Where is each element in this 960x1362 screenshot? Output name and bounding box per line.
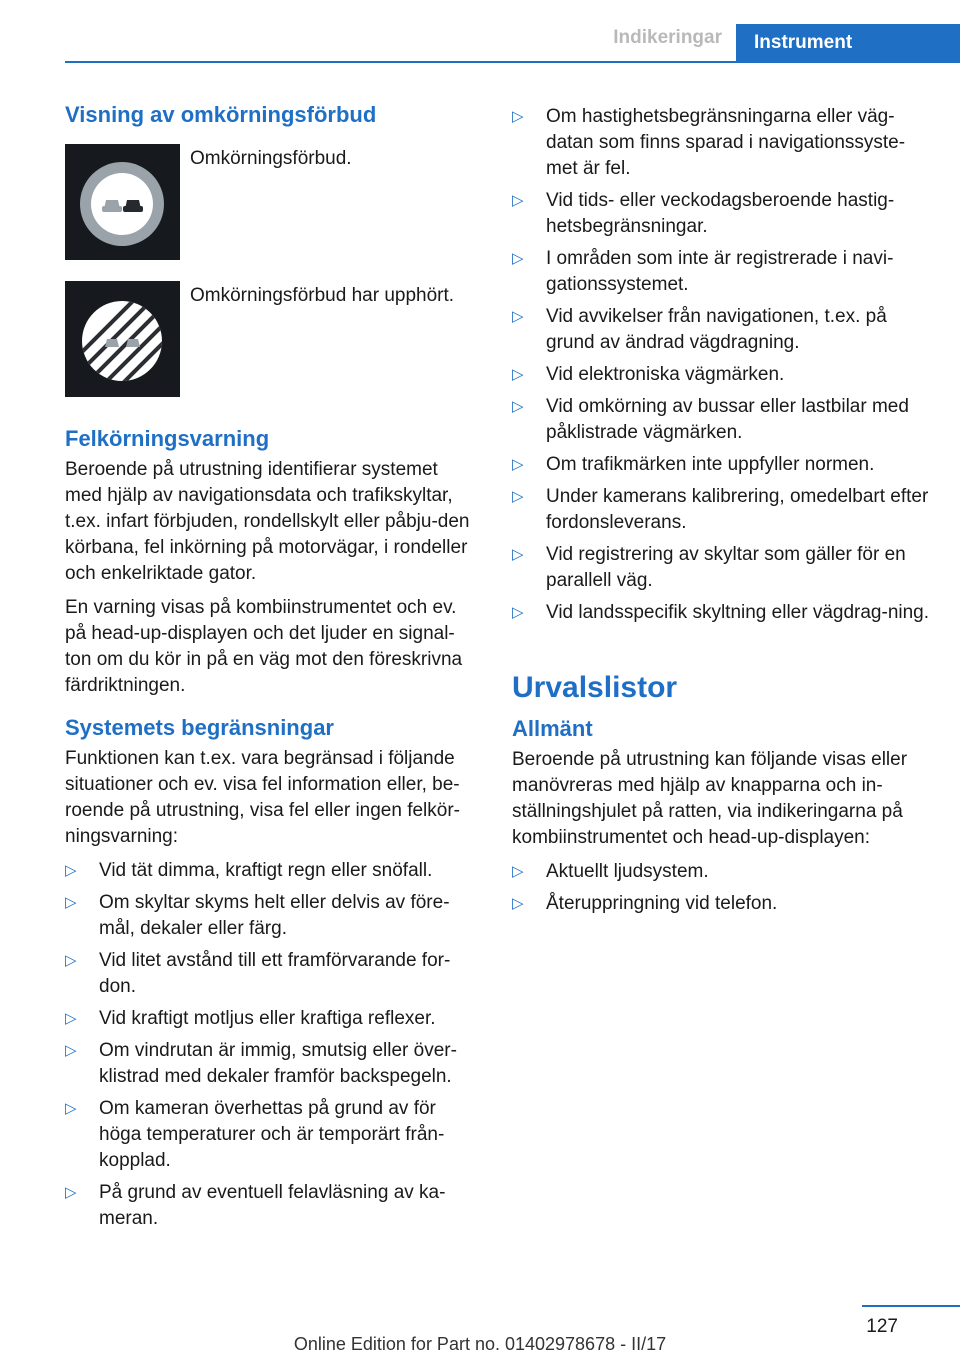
- list-item: ▷ I områden som inte är registrerade i navi‐gationssystemet.: [512, 248, 894, 295]
- bullet-triangle-icon: ▷: [512, 108, 524, 125]
- list-item: ▷ På grund av eventuell felavläsning av ka‐meran.: [65, 1182, 446, 1229]
- bullet-triangle-icon: ▷: [512, 604, 524, 621]
- bullet-triangle-icon: ▷: [512, 192, 524, 209]
- list-item: ▷ Återuppringning vid telefon.: [512, 891, 932, 917]
- heading-general: Allmänt: [512, 716, 593, 741]
- header-tab-instrument[interactable]: Instrument: [736, 24, 960, 62]
- bullet-triangle-icon: ▷: [65, 1010, 77, 1027]
- selection-list: [512, 859, 932, 917]
- bullet-triangle-icon: ▷: [512, 546, 524, 563]
- list-item: ▷ Vid omkörning av bussar eller lastbilar med påklistrade vägmärken.: [512, 396, 909, 443]
- sign-label-no-overtaking: Omkörningsförbud.: [190, 148, 352, 169]
- list-item: ▷ Vid tät dimma, kraftigt regn eller snöfall.: [65, 858, 480, 884]
- bullet-triangle-icon: ▷: [512, 456, 524, 473]
- bullet-triangle-icon: ▷: [512, 308, 524, 325]
- paragraph-wrong-way-2: En varning visas på kombiinstrumentet och ev. på head-up-displayen och det ljuder en signal‐ton om du kör in på en väg mot den föreskrivna färdriktningen.: [65, 597, 463, 696]
- list-item: ▷ Om kameran överhettas på grund av för höga temperaturer och är temporärt från‐kopplad.: [65, 1098, 445, 1171]
- bullet-triangle-icon: ▷: [512, 488, 524, 505]
- list-item: ▷ Vid registrering av skyltar som gäller för en parallell väg.: [512, 544, 906, 591]
- end-of-no-overtaking-sign-icon: [65, 281, 180, 397]
- sign-row-no-overtaking: [65, 144, 480, 260]
- bullet-triangle-icon: ▷: [65, 1042, 77, 1059]
- paragraph-wrong-way-1: Beroende på utrustning identifierar systemet med hjälp av navigationsdata och trafikskyltar, t.ex. infart förbjuden, rondellskylt eller påbju‐den körbana, fel inkörning på motorvägar, i rondeller och enkelriktade gator.: [65, 459, 470, 584]
- limits-list-left: [65, 858, 480, 1232]
- heading-wrong-way-warning: Felkörningsvarning: [65, 426, 270, 451]
- list-item: ▷ Vid litet avstånd till ett framförvarande for‐don.: [65, 950, 451, 997]
- heading-system-limits: Systemets begränsningar: [65, 715, 334, 740]
- heading-selection-lists: Urvalslistor: [512, 671, 678, 704]
- sign-row-end-no-overtaking: [65, 281, 480, 397]
- bullet-triangle-icon: ▷: [512, 250, 524, 267]
- list-item: ▷ Om trafikmärken inte uppfyller normen.: [512, 452, 932, 478]
- list-item: ▷ Vid elektroniska vägmärken.: [512, 362, 932, 388]
- paragraph-selection-lists: Beroende på utrustning kan följande visas eller manövreras med hjälp av knapparna och in‐ställningshjulet på ratten, via indikeringarna på kombiinstrumentet och head-up-displayen:: [512, 749, 908, 848]
- header-divider: [65, 61, 960, 63]
- page-number: 127: [866, 1316, 898, 1337]
- list-item: ▷ Under kamerans kalibrering, omedelbart efter fordonsleverans.: [512, 486, 929, 533]
- edition-footer: Online Edition for Part no. 01402978678 - II/17: [293, 1334, 667, 1354]
- limits-list-right: [512, 104, 932, 626]
- list-item: ▷ Vid avvikelser från navigationen, t.ex. på grund av ändrad vägdragning.: [512, 306, 887, 353]
- list-item: ▷ Aktuellt ljudsystem.: [512, 859, 932, 885]
- bullet-triangle-icon: ▷: [512, 895, 524, 912]
- bullet-triangle-icon: ▷: [512, 398, 524, 415]
- footer-divider: [862, 1305, 960, 1307]
- bullet-triangle-icon: ▷: [512, 366, 524, 383]
- bullet-triangle-icon: ▷: [65, 862, 77, 879]
- list-item: ▷ Vid landsspecifik skyltning eller vägdrag‐ning.: [512, 600, 932, 626]
- list-item: ▷ Om hastighetsbegränsningarna eller väg‐datan som finns sparad i navigationssyste‐met är fel.: [512, 106, 906, 179]
- list-item: ▷ Vid tids- eller veckodagsberoende hastig‐hetsbegränsningar.: [512, 190, 895, 237]
- bullet-triangle-icon: ▷: [65, 894, 77, 911]
- sign-label-end-no-overtaking: Omkörningsförbud har upphört.: [190, 285, 455, 306]
- page-header: [0, 0, 960, 62]
- paragraph-system-limits: Funktionen kan t.ex. vara begränsad i följande situationer och ev. visa fel information eller, be‐roende på utrustning, visa fel eller ingen felkör‐ningsvarning:: [65, 748, 461, 847]
- bullet-triangle-icon: ▷: [65, 1100, 77, 1117]
- list-item: ▷ Vid kraftigt motljus eller kraftiga reflexer.: [65, 1006, 480, 1032]
- list-item: ▷ Om vindrutan är immig, smutsig eller över‐klistrad med dekaler framför backspegeln.: [65, 1040, 457, 1087]
- left-column: [65, 100, 480, 1238]
- no-overtaking-sign-icon: [65, 144, 180, 260]
- list-item: ▷ Om skyltar skyms helt eller delvis av före‐mål, dekaler eller färg.: [65, 892, 450, 939]
- header-tab-indikeringar[interactable]: Indikeringar: [613, 27, 722, 48]
- bullet-triangle-icon: ▷: [65, 952, 77, 969]
- bullet-triangle-icon: ▷: [65, 1184, 77, 1201]
- right-column: [512, 100, 932, 923]
- heading-overtaking-display: Visning av omkörningsförbud: [65, 102, 377, 127]
- bullet-triangle-icon: ▷: [512, 863, 524, 880]
